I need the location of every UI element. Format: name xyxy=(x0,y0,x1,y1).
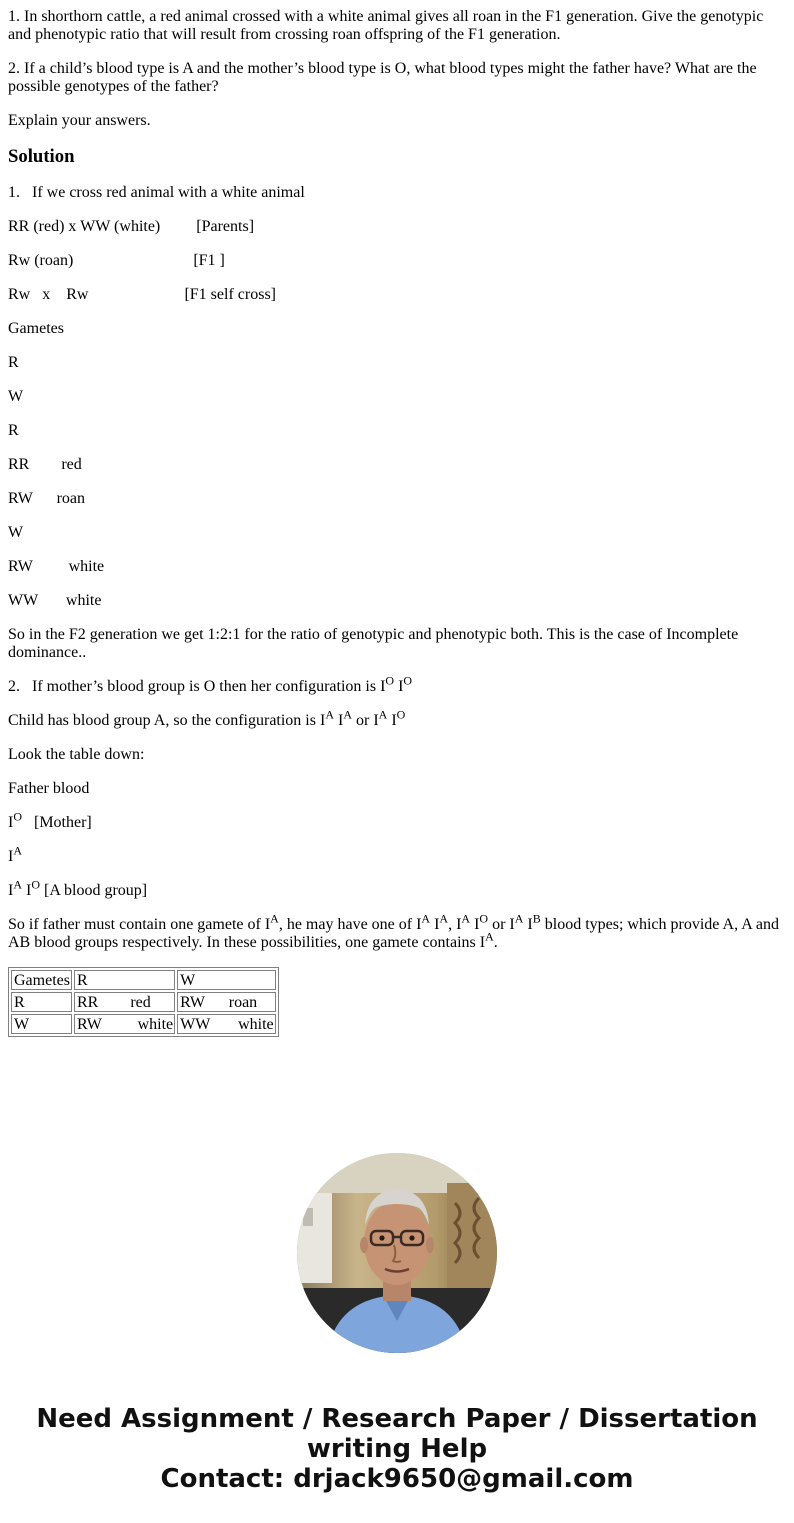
punnett-square-table xyxy=(8,967,279,1037)
f1-line: Rw (roan) [F1 ] xyxy=(8,252,225,269)
footer-line: Need Assignment / Research Paper / Dissertation xyxy=(36,1404,758,1434)
gamete-list-item: W xyxy=(8,388,24,405)
table-cell: Gametes xyxy=(11,970,72,990)
footer-advertisement xyxy=(0,1404,794,1494)
solution-heading: Solution xyxy=(8,146,75,167)
gamete-list-item: WW white xyxy=(8,592,102,609)
table-row xyxy=(11,992,276,1012)
table-cell: RR red xyxy=(74,992,175,1012)
explain-instruction: Explain your answers. xyxy=(8,112,151,129)
author-portrait-image xyxy=(297,1153,497,1353)
father-blood-label: Father blood xyxy=(8,780,90,797)
mother-configuration: 2. If mother’s blood group is O then her configuration is $I^O$ $I^O$ xyxy=(8,673,413,695)
table-cell: R xyxy=(11,992,72,1012)
father-conclusion: So if father must contain one gamete of $I^A$, he may have one of $I^A$ $I^A$, $I^A$ $I^O$ or $I^A$ $I^B$ blood types; which provide A, A and AB blood groups respectively. In these possibilities, one gamete contains $I^A$. xyxy=(8,911,779,951)
f2-conclusion: So in the F2 generation we get 1:2:1 for the ratio of genotypic and phenotypic both. This is the case of Incomplete dominance.. xyxy=(8,626,739,661)
gamete-list-item: RW roan xyxy=(8,490,86,507)
question-1: 1. In shorthorn cattle, a red animal crossed with a white animal gives all roan in the F1 generation. Give the genotypic and phenotypic ratio that will result from crossing roan offspring of the F1 generation. xyxy=(8,8,764,43)
gamete-list-item: R xyxy=(8,422,19,439)
a-blood-group-line: $I^A$ $I^O$ [A blood group] xyxy=(8,877,148,899)
table-cell: RW white xyxy=(74,1014,175,1034)
gametes-label: Gametes xyxy=(8,320,64,337)
question-2: 2. If a child’s blood type is A and the mother’s blood type is O, what blood types might the father have? What are the possible genotypes of the father? xyxy=(8,60,757,95)
author-avatar xyxy=(297,1153,497,1353)
table-cell: W xyxy=(11,1014,72,1034)
gamete-list-item: RR red xyxy=(8,456,82,473)
table-cell: WW white xyxy=(177,1014,275,1034)
footer-line: writing Help xyxy=(306,1434,488,1464)
look-table-line: Look the table down: xyxy=(8,746,145,763)
table-row xyxy=(11,1014,276,1034)
gamete-list-item: W xyxy=(8,524,24,541)
gamete-list-item: R xyxy=(8,354,19,371)
mother-allele-line: $I^O$ [Mother] xyxy=(8,809,92,831)
table-cell: R xyxy=(74,970,175,990)
part1-intro: 1. If we cross red animal with a white animal xyxy=(8,184,305,201)
parents-line: RR (red) x WW (white) [Parents] xyxy=(8,218,255,235)
ia-allele-line: $I^A$ xyxy=(8,843,22,865)
footer-contact: Contact: drjack9650@gmail.com xyxy=(160,1464,634,1494)
gamete-list-item: RW white xyxy=(8,558,105,575)
table-cell: RW roan xyxy=(177,992,275,1012)
child-configuration: Child has blood group A, so the configuration is $I^A$ $I^A$ or $I^A$ $I^O$ xyxy=(8,707,406,729)
table-cell: W xyxy=(177,970,275,990)
self-cross-line: Rw x Rw [F1 self cross] xyxy=(8,286,276,303)
table-header-row xyxy=(11,970,276,990)
